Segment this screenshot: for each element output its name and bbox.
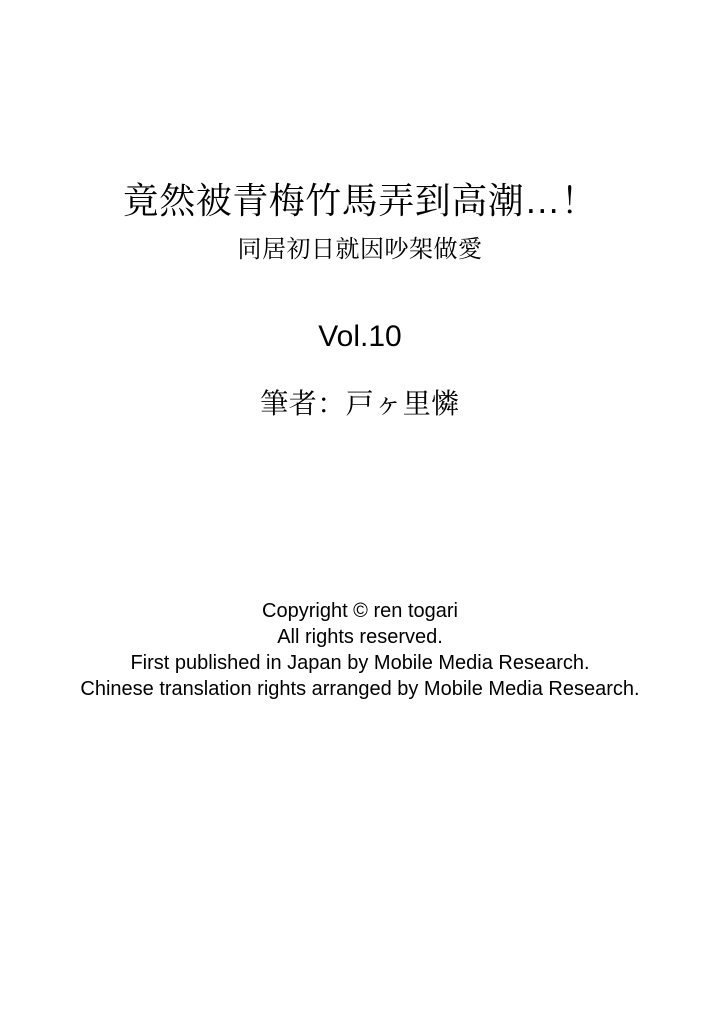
manga-subtitle: 同居初日就因吵架做愛 xyxy=(237,236,483,263)
author-line: 筆者：戸ヶ里憐 xyxy=(260,388,460,419)
volume-label: Vol.10 xyxy=(318,320,402,353)
copyright-line-2: All rights reserved. xyxy=(277,626,443,648)
copyright-line-1: Copyright © ren togari xyxy=(262,600,458,622)
copyright-block xyxy=(0,598,720,702)
copyright-line-4: Chinese translation rights arranged by Mobile Media Research. xyxy=(80,678,640,700)
copyright-line-3: First published in Japan by Mobile Media Research. xyxy=(130,652,590,674)
manga-title: 竟然被青梅竹馬弄到高潮…！ xyxy=(122,180,598,221)
